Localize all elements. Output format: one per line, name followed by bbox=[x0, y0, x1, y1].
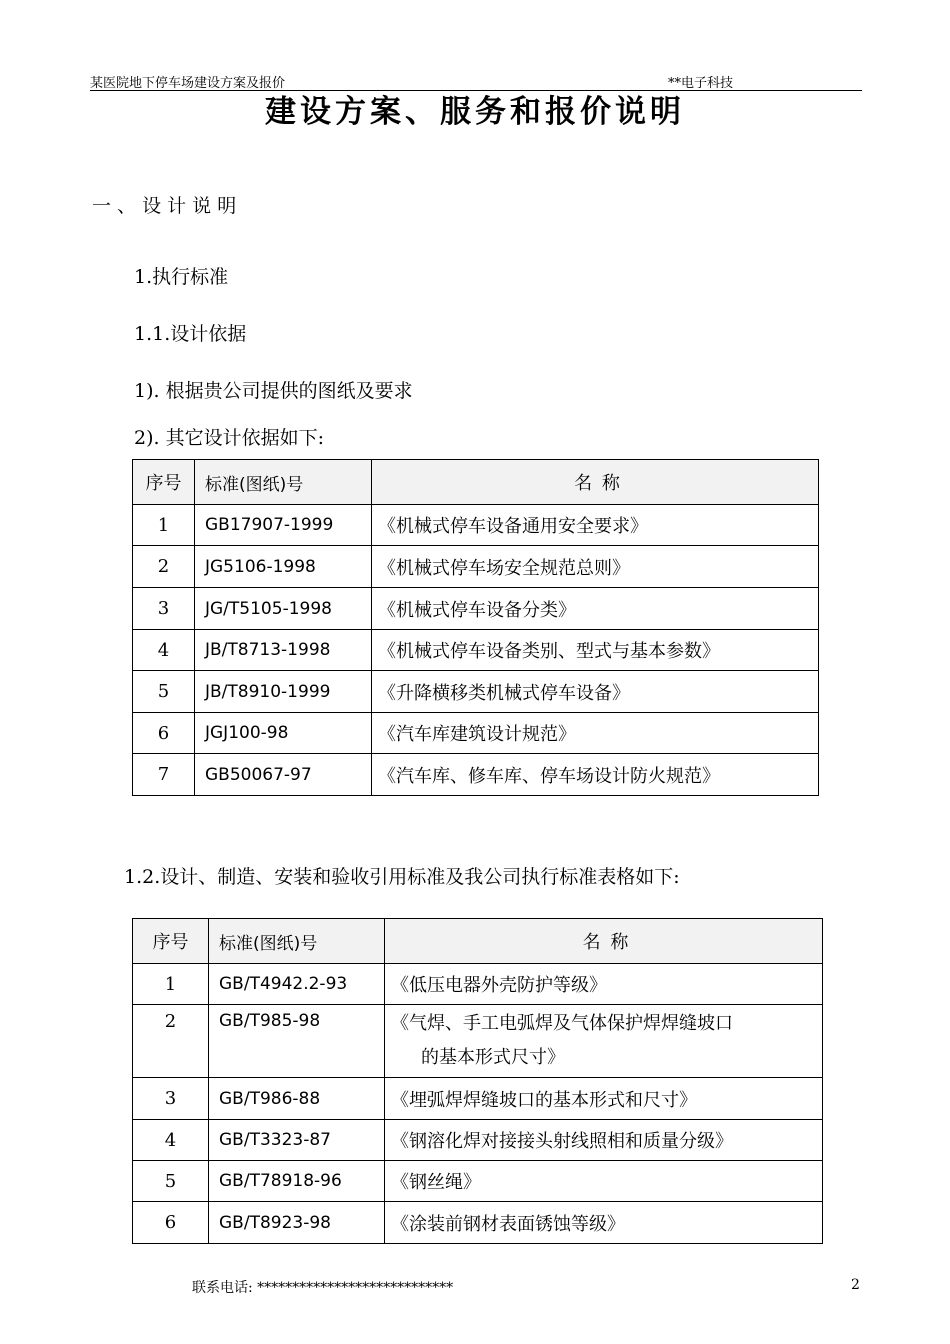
cell-code: GB/T78918-96 bbox=[209, 1161, 385, 1202]
table-row bbox=[133, 588, 819, 630]
table-row bbox=[133, 630, 819, 671]
footer-phone: 联系电话: **************************** bbox=[192, 1280, 454, 1296]
header-company: **电子科技 bbox=[668, 76, 734, 91]
cell-name: 《低压电器外壳防护等级》 bbox=[385, 964, 823, 1005]
col-header-code: 标准(图纸)号 bbox=[209, 919, 385, 964]
col-header-name: 名 称 bbox=[372, 460, 819, 505]
basis-item-1: 1). 根据贵公司提供的图纸及要求 bbox=[134, 380, 413, 402]
table-header-row bbox=[133, 919, 823, 964]
cell-name-line1: 《气焊、手工电弧焊及气体保护焊焊缝坡口 bbox=[391, 1013, 733, 1034]
cell-name: 《钢丝绳》 bbox=[385, 1161, 823, 1202]
cell-no: 2 bbox=[133, 546, 195, 588]
basis-item-2: 2). 其它设计依据如下: bbox=[134, 427, 324, 449]
cell-code: JGJ100-98 bbox=[195, 713, 372, 754]
cell-name: 《机械式停车设备通用安全要求》 bbox=[372, 505, 819, 546]
cell-no: 2 bbox=[133, 1005, 209, 1078]
section-heading-design: 一 、 设 计 说 明 bbox=[92, 195, 237, 217]
cell-code: JB/T8910-1999 bbox=[195, 671, 372, 713]
cell-code: JG5106-1998 bbox=[195, 546, 372, 588]
table-row bbox=[133, 1078, 823, 1120]
cell-name: 《机械式停车场安全规范总则》 bbox=[372, 546, 819, 588]
table-row bbox=[133, 964, 823, 1005]
cell-no: 5 bbox=[133, 671, 195, 713]
cell-code: GB/T8923-98 bbox=[209, 1202, 385, 1244]
table-row bbox=[133, 713, 819, 754]
cell-code: JG/T5105-1998 bbox=[195, 588, 372, 630]
cell-name bbox=[385, 1005, 823, 1078]
table-row bbox=[133, 1161, 823, 1202]
cell-code: GB/T4942.2-93 bbox=[209, 964, 385, 1005]
table-row bbox=[133, 546, 819, 588]
table-row bbox=[133, 754, 819, 796]
standards-table-1 bbox=[132, 459, 819, 796]
cell-code: GB/T985-98 bbox=[209, 1005, 385, 1078]
cell-name: 《埋弧焊焊缝坡口的基本形式和尺寸》 bbox=[385, 1078, 823, 1120]
cell-name: 《机械式停车设备分类》 bbox=[372, 588, 819, 630]
col-header-name: 名 称 bbox=[385, 919, 823, 964]
standards-table-2 bbox=[132, 918, 823, 1244]
cell-no: 3 bbox=[133, 588, 195, 630]
cell-code: GB/T3323-87 bbox=[209, 1120, 385, 1161]
cell-name: 《汽车库建筑设计规范》 bbox=[372, 713, 819, 754]
table-row bbox=[133, 1202, 823, 1244]
cell-name: 《升降横移类机械式停车设备》 bbox=[372, 671, 819, 713]
col-header-no: 序号 bbox=[133, 919, 209, 964]
cell-name: 《涂装前钢材表面锈蚀等级》 bbox=[385, 1202, 823, 1244]
cell-code: GB/T986-88 bbox=[209, 1078, 385, 1120]
cell-no: 4 bbox=[133, 1120, 209, 1161]
header-doc-name: 某医院地下停车场建设方案及报价 bbox=[90, 76, 286, 91]
table-row bbox=[133, 505, 819, 546]
cell-code: JB/T8713-1998 bbox=[195, 630, 372, 671]
cell-no: 4 bbox=[133, 630, 195, 671]
cell-code: GB17907-1999 bbox=[195, 505, 372, 546]
col-header-no: 序号 bbox=[133, 460, 195, 505]
cell-no: 3 bbox=[133, 1078, 209, 1120]
cell-no: 7 bbox=[133, 754, 195, 796]
table-header-row bbox=[133, 460, 819, 505]
cell-name: 《机械式停车设备类别、型式与基本参数》 bbox=[372, 630, 819, 671]
table-row bbox=[133, 671, 819, 713]
subheading-design-basis: 1.1.设计依据 bbox=[134, 323, 247, 345]
subheading-reference-standards: 1.2.设计、制造、安装和验收引用标准及我公司执行标准表格如下: bbox=[124, 866, 680, 888]
cell-no: 6 bbox=[133, 713, 195, 754]
col-header-code: 标准(图纸)号 bbox=[195, 460, 372, 505]
cell-name: 《汽车库、修车库、停车场设计防火规范》 bbox=[372, 754, 819, 796]
cell-name-line2: 的基本形式尺寸》 bbox=[421, 1047, 565, 1068]
cell-no: 1 bbox=[133, 964, 209, 1005]
cell-no: 5 bbox=[133, 1161, 209, 1202]
cell-code: GB50067-97 bbox=[195, 754, 372, 796]
document-title: 建设方案、服务和报价说明 bbox=[265, 94, 685, 130]
table-row bbox=[133, 1120, 823, 1161]
subheading-standards: 1.执行标准 bbox=[134, 266, 229, 288]
cell-no: 6 bbox=[133, 1202, 209, 1244]
cell-no: 1 bbox=[133, 505, 195, 546]
table-row bbox=[133, 1005, 823, 1078]
cell-name: 《钢溶化焊对接接头射线照相和质量分级》 bbox=[385, 1120, 823, 1161]
page-number: 2 bbox=[851, 1277, 860, 1293]
